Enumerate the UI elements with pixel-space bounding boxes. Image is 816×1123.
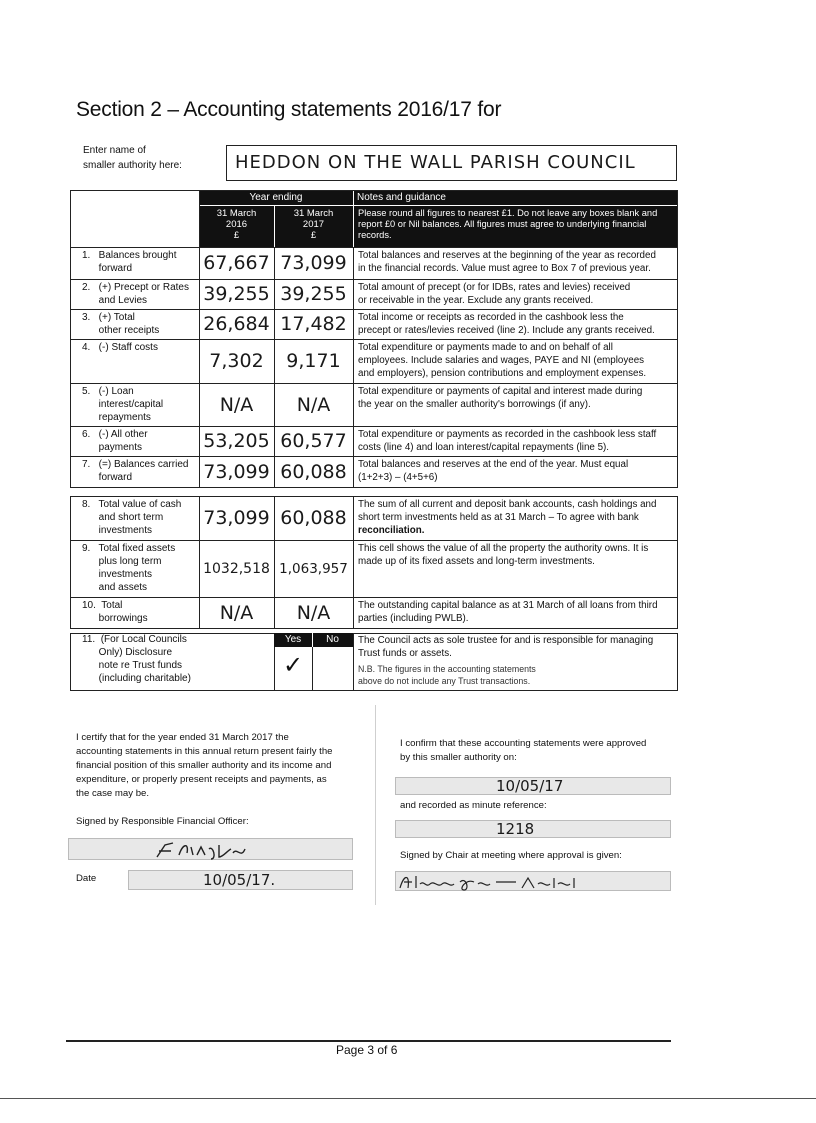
row-label: 11. (For Local Councils <box>82 634 187 645</box>
table-border <box>70 633 71 690</box>
header-divider <box>353 190 354 247</box>
row-label: and Levies <box>82 295 148 306</box>
row-note: the year on the smaller authority's borrowings (if any). <box>358 399 591 410</box>
table-border <box>70 487 678 488</box>
row-label: forward <box>82 263 133 274</box>
row-note: reconciliation. <box>358 525 425 536</box>
row-note: and employers), pension contributions and employment expenses. <box>358 368 647 379</box>
row-label: plus long term <box>82 556 162 567</box>
row-note: employees. Include salaries and wages, PAYE and NI (employees <box>358 355 645 366</box>
row-divider <box>70 279 678 280</box>
authority-name-field[interactable] <box>226 145 677 181</box>
column-divider <box>353 633 354 690</box>
table-border <box>677 633 678 690</box>
certify-line: I certify that for the year ended 31 March 2017 the <box>76 732 289 743</box>
row-note: Total income or receipts as recorded in the cashbook less the <box>358 312 624 323</box>
row-label: 8. Total value of cash <box>82 499 182 510</box>
col-2017-header: 2017 <box>302 219 325 230</box>
table-border <box>70 690 678 691</box>
row-label: repayments <box>82 412 151 423</box>
page-number: Page 3 of 6 <box>336 1043 398 1057</box>
date-field[interactable] <box>128 870 353 890</box>
authority-name-value: HEDDON ON THE WALL PARISH COUNCIL <box>235 152 636 173</box>
row-note: Trust funds or assets. <box>358 648 452 659</box>
year-ending-header: Year ending <box>249 192 303 203</box>
row-label: interest/capital <box>82 399 164 410</box>
value-2017: N/A <box>296 601 331 624</box>
value-2017: 60,088 <box>280 460 347 483</box>
value-2016: 53,205 <box>203 430 270 452</box>
col-2016-header: 31 March <box>216 208 257 219</box>
date-label: Date <box>76 873 97 884</box>
col-2016-header: £ <box>233 230 240 241</box>
certify-text <box>76 731 366 801</box>
header-divider <box>353 205 677 206</box>
row-label: other receipts <box>82 325 160 336</box>
table-border <box>677 496 678 629</box>
row-label: (including charitable) <box>82 673 191 684</box>
authority-label-line2: smaller authority here: <box>83 160 182 171</box>
row-label: 3. (+) Total <box>82 312 135 323</box>
rfo-signature-label: Signed by Responsible Financial Officer: <box>76 816 249 827</box>
value-2016: 7,302 <box>209 350 264 372</box>
yes-tick-checkbox[interactable]: ✓ <box>282 651 304 679</box>
row-label: 6. (-) All other <box>82 429 148 440</box>
authority-label-line1: Enter name of <box>83 145 146 156</box>
table-border <box>70 496 71 628</box>
value-2016: 73,099 <box>203 507 270 529</box>
value-2017: 1,063,957 <box>279 560 348 577</box>
row-note: Total expenditure or payments made to and on behalf of all <box>358 342 613 353</box>
row-label: note re Trust funds <box>82 660 183 671</box>
row-divider <box>70 339 678 340</box>
row-label: payments <box>82 442 143 453</box>
row-note: Total amount of precept (or for IDBs, rates and levies) received <box>358 282 631 293</box>
row-label: investments <box>82 569 153 580</box>
row-label: investments <box>82 525 153 536</box>
row-note: Total balances and reserves at the end of the year. Must equal <box>358 459 629 470</box>
certify-line: the case may be. <box>76 788 150 799</box>
row-note: Total balances and reserves at the beginning of the year as recorded <box>358 250 656 261</box>
row-note: Total expenditure or payments of capital and interest made during <box>358 386 643 397</box>
minute-ref-field[interactable] <box>395 820 671 838</box>
row-label: and assets <box>82 582 148 593</box>
header-divider <box>199 205 353 206</box>
row-note: made up of its fixed assets and long-term investments. <box>358 556 595 567</box>
rfo-signature-field[interactable] <box>68 838 353 860</box>
table-border <box>70 247 71 487</box>
no-header: No <box>326 634 339 645</box>
notes-guidance-text: Please round all figures to nearest £1. Do not leave any boxes blank and report £0 or Nil balances. All figures must agree to underlying financial records. <box>358 208 658 240</box>
value-2017: 17,482 <box>280 313 347 335</box>
column-divider <box>199 190 200 247</box>
column-divider <box>353 496 354 628</box>
col-2016-header: 2016 <box>225 219 248 230</box>
row-divider <box>70 426 678 427</box>
section-divider <box>375 705 376 905</box>
certify-line: accounting statements in this annual return present fairly the <box>76 746 333 757</box>
certify-line: expenditure, or properly present receipts and payments, as <box>76 774 327 785</box>
column-divider <box>353 247 354 487</box>
date-value: 10/05/17. <box>203 871 276 889</box>
footer-rule <box>66 1040 671 1042</box>
value-2017: 60,577 <box>280 430 347 452</box>
page-edge-line <box>0 1098 816 1099</box>
approval-date-value: 10/05/17 <box>496 777 564 795</box>
row-label: 4. (-) Staff costs <box>82 342 158 353</box>
row-divider <box>70 540 678 541</box>
no-checkbox[interactable] <box>312 649 353 687</box>
yes-header: Yes <box>284 634 302 645</box>
approval-line: I confirm that these accounting statements were approved <box>400 738 647 749</box>
page-title: Section 2 – Accounting statements 2016/17 for <box>76 98 502 121</box>
row-note: costs (line 4) and loan interest/capital repayments (line 5). <box>358 442 610 453</box>
table-border <box>70 496 678 497</box>
header-divider <box>274 205 275 247</box>
row-note: The sum of all current and deposit bank accounts, cash holdings and <box>358 499 657 510</box>
row-note: or receivable in the year. Exclude any grants received. <box>358 295 594 306</box>
chair-signature-field[interactable] <box>395 871 671 891</box>
row-note: The outstanding capital balance as at 31 March of all loans from third <box>358 600 658 611</box>
row-label: and short term <box>82 512 164 523</box>
col-2017-header: 31 March <box>293 208 334 219</box>
row-divider <box>70 597 678 598</box>
row-label: 7. (=) Balances carried <box>82 459 189 470</box>
value-2017: 60,088 <box>280 507 347 529</box>
value-2016: 67,667 <box>203 252 270 274</box>
col-2017-header: £ <box>310 230 317 241</box>
row-note: Total expenditure or payments as recorded in the cashbook less staff <box>358 429 657 440</box>
approval-line: by this smaller authority on: <box>400 752 517 763</box>
row-label: 1. Balances brought <box>82 250 177 261</box>
row-note: (1+2+3) – (4+5+6) <box>358 472 438 483</box>
row-label: borrowings <box>82 613 148 624</box>
row-divider <box>70 309 678 310</box>
row-note: parties (including PWLB). <box>358 613 469 624</box>
table-border <box>70 628 678 629</box>
row-label: 5. (-) Loan <box>82 386 134 397</box>
notes-header: Notes and guidance <box>357 192 446 203</box>
chair-signature <box>396 872 672 892</box>
row-divider <box>70 247 678 248</box>
table-border <box>677 190 678 247</box>
minute-ref-label: and recorded as minute reference: <box>400 800 547 811</box>
value-2017: 73,099 <box>280 252 347 274</box>
value-2017: 39,255 <box>280 283 347 305</box>
value-2017: 9,171 <box>286 350 341 372</box>
row-divider <box>70 456 678 457</box>
value-2016: N/A <box>219 393 254 416</box>
table-border <box>70 190 678 191</box>
value-2016: N/A <box>219 601 254 624</box>
value-2017: N/A <box>296 393 331 416</box>
row-note: The Council acts as sole trustee for and is responsible for managing <box>358 635 654 646</box>
row-label: 10. Total <box>82 600 123 611</box>
approval-date-field[interactable] <box>395 777 671 795</box>
row-note: This cell shows the value of all the property the authority owns. It is <box>358 543 649 554</box>
value-2016: 39,255 <box>203 283 270 305</box>
row-note: in the financial records. Value must agree to Box 7 of previous year. <box>358 263 651 274</box>
authority-label <box>83 143 182 173</box>
row-label: 9. Total fixed assets <box>82 543 176 554</box>
value-2016: 1032,518 <box>203 560 270 577</box>
chair-signature-label: Signed by Chair at meeting where approval is given: <box>400 850 622 861</box>
certify-line: financial position of this smaller authority and its income and <box>76 760 332 771</box>
row-label: forward <box>82 472 133 483</box>
row-label: 2. (+) Precept or Rates <box>82 282 189 293</box>
row-divider <box>70 383 678 384</box>
row-note: precept or rates/levies received (line 2). Include any grants received. <box>358 325 655 336</box>
row-note: short term investments held as at 31 March – To agree with bank <box>358 512 639 523</box>
rfo-signature <box>69 839 354 861</box>
approval-text <box>400 737 690 765</box>
table-border <box>70 190 71 247</box>
nb-note: N.B. The figures in the accounting statements <box>358 664 536 674</box>
minute-ref-value: 1218 <box>496 820 535 838</box>
nb-note: above do not include any Trust transactions. <box>358 676 531 686</box>
value-2016: 73,099 <box>203 460 270 483</box>
value-2016: 26,684 <box>203 313 270 335</box>
table-border <box>677 247 678 488</box>
row-label: Only) Disclosure <box>82 647 173 658</box>
